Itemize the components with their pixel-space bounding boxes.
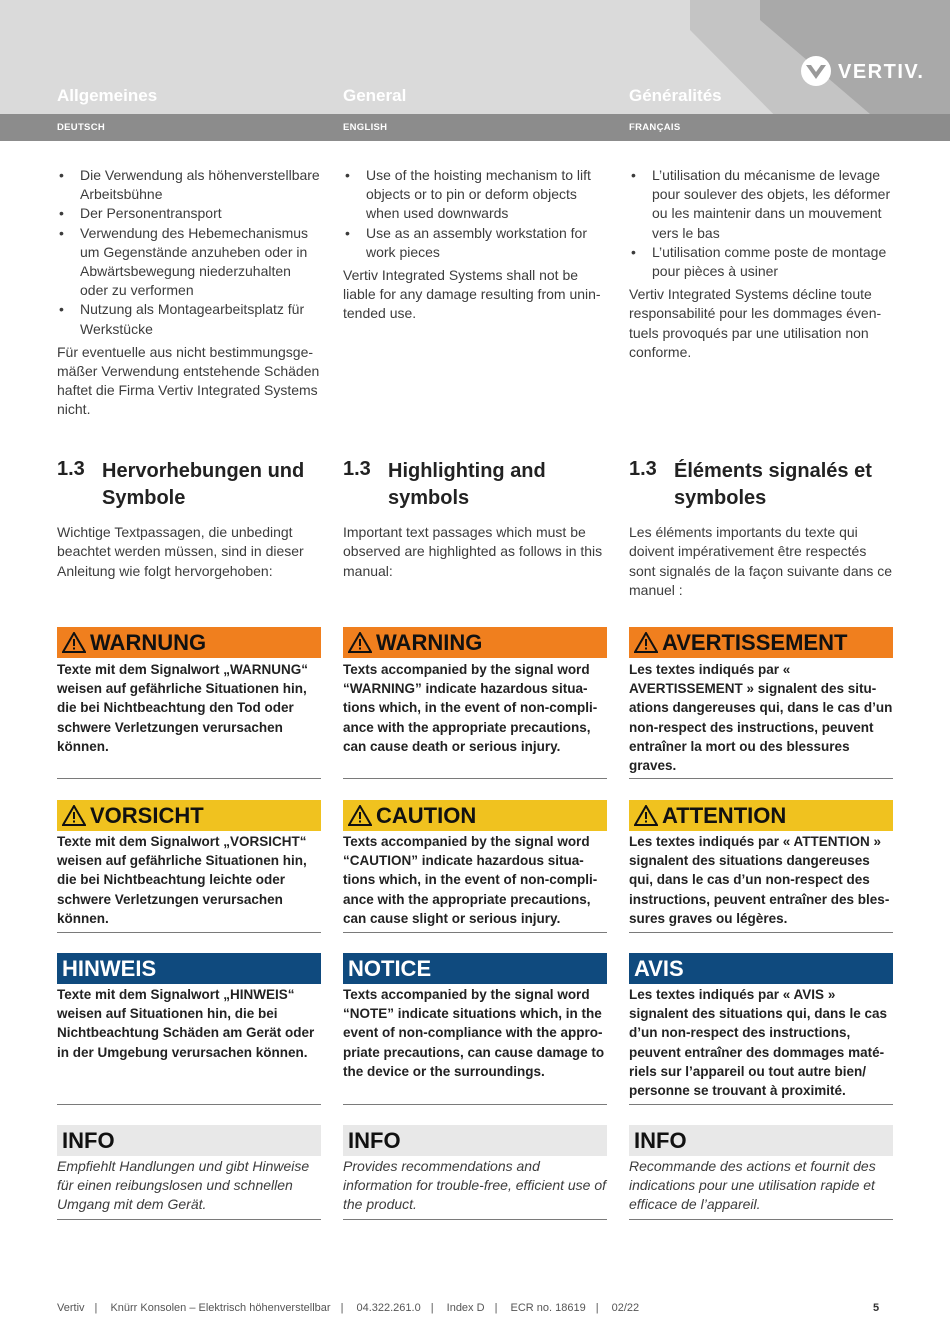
footer-date: 02/22 <box>611 1302 640 1314</box>
bullet-list <box>629 166 894 281</box>
caution-label: VORSICHT <box>90 803 204 828</box>
list-item: • L’utilisation du mécanisme de levage pour soulever des objets, les déformer ou les maintenir dans un mouvement vers le bas <box>631 167 891 241</box>
section-intro-fr: Les éléments importants du texte qui doivent impérativement être respectés sont signalés de la façon suivante dans ce manuel : <box>629 524 893 599</box>
caution-banner-en <box>343 800 607 831</box>
divider <box>57 932 321 933</box>
warning-label: WARNING <box>376 630 483 655</box>
warning-label: AVERTISSEMENT <box>662 630 848 655</box>
section-intro-de: Wichtige Textpassagen, die unbedingt beachtet werden müssen, sind in dieser Anleitung wie folgt hervorgehoben: <box>57 524 304 579</box>
info-banner-en <box>343 1125 607 1156</box>
page-header <box>0 0 950 141</box>
header-title-de: Allgemeines <box>57 86 158 105</box>
list-item: • Der Personentransport <box>59 205 222 222</box>
divider <box>57 1219 321 1220</box>
divider <box>343 1219 607 1220</box>
footer-index: Index D <box>446 1302 485 1314</box>
info-label: INFO <box>348 1128 401 1153</box>
language-label-de: DEUTSCH <box>57 122 106 133</box>
warning-triangle-icon <box>62 805 86 826</box>
vertiv-logo <box>800 55 925 89</box>
list-item: • Verwendung des Hebemechanismus um Gegenstände anzuheben oder in Abwärtsbewegung niederzuhalten oder zu verformen <box>59 224 309 299</box>
warning-triangle-icon <box>634 805 658 826</box>
info-banner-de <box>57 1125 321 1156</box>
language-label-en: ENGLISH <box>343 122 388 133</box>
page-number: 5 <box>873 1302 880 1314</box>
warning-text-en: Texts accompanied by the signal word “WARNING” indicate hazardous situa-tions which, in the event of non-compli-ance with the appropriate precautions, can cause death or serious injury. <box>343 662 598 754</box>
warning-triangle-icon <box>348 805 372 826</box>
notice-banner-de <box>57 953 321 984</box>
footer-product: Knürr Konsolen – Elektrisch höhenverstellbar <box>110 1302 331 1314</box>
notice-banner-en <box>343 953 607 984</box>
caution-label: ATTENTION <box>662 803 787 828</box>
list-item: • L’utilisation comme poste de montage pour pièces à usiner <box>631 243 887 280</box>
footer-doc-number: 04.322.261.0 <box>356 1302 421 1314</box>
list-item: • Use as an assembly workstation for work pieces <box>345 224 587 260</box>
section-title: Éléments signalés et symboles <box>674 460 872 509</box>
page-footer: Vertiv | Knürr Konsolen – Elektrisch höhenverstellbar | 04.322.261.0 | Index D | ECR no. 18619 | 02/22 <box>57 1302 640 1314</box>
info-label: INFO <box>634 1128 687 1153</box>
language-band <box>0 114 950 141</box>
logo-text: VERTIV. <box>838 61 925 83</box>
section-number: 1.3 <box>57 458 85 480</box>
column-de <box>57 166 322 420</box>
list-item: • Nutzung als Montagearbeitsplatz für Werkstücke <box>59 301 305 337</box>
warning-banner-fr <box>629 627 893 658</box>
warning-banner-en <box>343 627 607 658</box>
footer-ecr: ECR no. 18619 <box>510 1302 586 1314</box>
section-title: Highlighting and symbols <box>388 460 546 509</box>
divider <box>629 1219 893 1220</box>
warning-label: WARNUNG <box>90 630 207 655</box>
notice-label: NOTICE <box>348 956 432 981</box>
notice-label: AVIS <box>634 956 684 981</box>
section-number: 1.3 <box>343 458 371 480</box>
section-title: Hervorhebungen und Symbole <box>102 460 305 509</box>
notice-banner-fr <box>629 953 893 984</box>
info-text-en: Provides recommendations and information for trouble-free, efficient use of the product. <box>343 1158 607 1213</box>
bullet-list <box>343 166 608 262</box>
info-text-fr: Recommande des actions et fournit des indications pour une utilisation rapide et efficace de l’appareil. <box>629 1158 876 1213</box>
info-label: INFO <box>62 1128 115 1153</box>
liability-text: Vertiv Integrated Systems shall not be liable for any damage resulting from unin-tended use. <box>343 267 601 322</box>
warning-text-de: Texte mit dem Signalwort „WARNUNG“ weisen auf gefährliche Situationen hin, die bei Nichtbeachtung den Tod oder schwere Verletzungen verursachen können. <box>57 662 309 754</box>
liability-text: Für eventuelle aus nicht bestimmungsge-mäßer Verwendung entstehende Schäden haftet die Firma Vertiv Integrated Systems nicht. <box>57 343 320 418</box>
caution-banner-de <box>57 800 321 831</box>
vertiv-chevron-icon <box>800 55 832 87</box>
caution-text-fr: Les textes indiqués par « ATTENTION » signalent des situations dangereuses qui, dans le cas d’un non-respect des instructions, peuvent entraîner des bles-sures graves ou légères. <box>629 834 890 926</box>
divider <box>629 778 893 779</box>
divider <box>343 778 607 779</box>
liability-text: Vertiv Integrated Systems décline toute responsabilité pour les dommages éven-tuels provoqués par une utilisation non conforme. <box>629 286 882 360</box>
bullet-list <box>57 166 322 339</box>
section-intro-en: Important text passages which must be observed are highlighted as follows in this manual: <box>343 524 603 579</box>
notice-text-fr: Les textes indiqués par « AVIS » signalent des situations qui, dans le cas d’un non-respect des instructions, peuvent entraîner des dommages maté-riels sur l’appareil ou tout autre bien/ personne se trouvant à proximité. <box>629 987 888 1099</box>
warning-text-fr: Les textes indiqués par « AVERTISSEMENT » signalent des situ-ations dangereuses qui, dans le cas d’un non-respect des instructions, peuvent entraîner la mort ou des blessures graves. <box>629 662 893 774</box>
caution-text-de: Texte mit dem Signalwort „VORSICHT“ weisen auf gefährliche Situationen hin, die bei Nichtbeachtung leichte oder schwere Verletzungen verursachen können. <box>57 834 307 926</box>
header-titles <box>0 86 950 114</box>
info-banner-fr <box>629 1125 893 1156</box>
list-item: • Die Verwendung als höhenverstellbare Arbeitsbühne <box>59 167 320 203</box>
notice-text-de: Texte mit dem Signalwort „HINWEIS“ weisen auf Situationen hin, die bei Nichtbeachtung Schäden am Gerät oder in der Umgebung verursachen können. <box>57 987 315 1060</box>
divider <box>57 778 321 779</box>
notice-label: HINWEIS <box>62 956 157 981</box>
divider <box>629 932 893 933</box>
divider <box>343 1104 607 1105</box>
caution-text-en: Texts accompanied by the signal word “CAUTION” indicate hazardous situa-tions which, in the event of non-compli-ance with the appropriate precautions, can cause slight or serious injury. <box>343 834 598 926</box>
caution-label: CAUTION <box>376 803 477 828</box>
warning-triangle-icon <box>634 632 658 653</box>
header-title-fr: Généralités <box>629 86 722 105</box>
footer-brand: Vertiv <box>57 1302 85 1314</box>
divider <box>629 1104 893 1105</box>
language-label-fr: FRANÇAIS <box>629 122 681 133</box>
header-title-en: General <box>343 86 407 105</box>
warning-triangle-icon <box>62 632 86 653</box>
column-en <box>343 166 608 324</box>
warning-triangle-icon <box>348 632 372 653</box>
section-number: 1.3 <box>629 458 657 480</box>
warning-banner-de <box>57 627 321 658</box>
divider <box>57 1104 321 1105</box>
caution-banner-fr <box>629 800 893 831</box>
notice-text-en: Texts accompanied by the signal word “NOTE” indicate situations which, in the event of non-compliance with the appro-priate precautions, can cause damage to the device or the surroundings. <box>343 987 605 1079</box>
info-text-de: Empfiehlt Handlungen und gibt Hinweise für einen reibungslosen und schnellen Umgang mit dem Gerät. <box>57 1158 310 1213</box>
list-item: • Use of the hoisting mechanism to lift objects or to pin or deform objects when used downwards <box>345 167 591 222</box>
column-fr <box>629 166 894 362</box>
divider <box>343 932 607 933</box>
